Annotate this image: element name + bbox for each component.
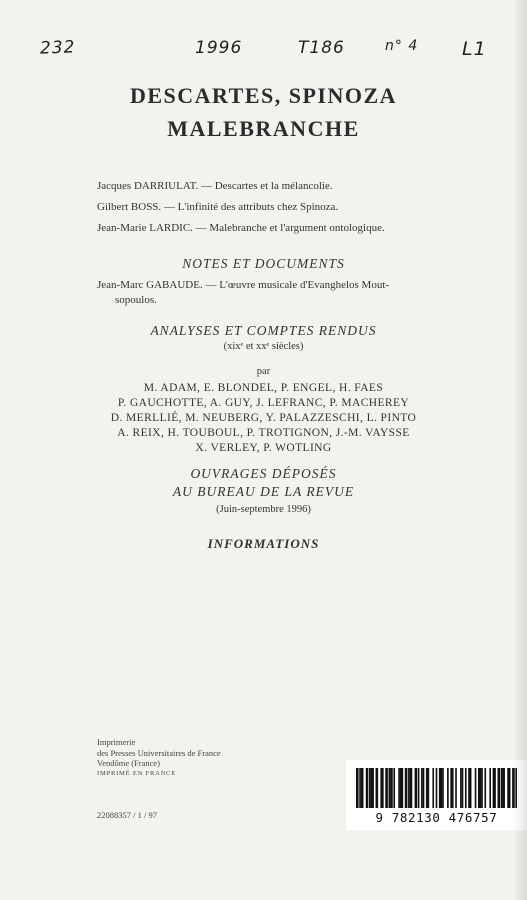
barcode-bar — [376, 768, 379, 808]
barcode-bar — [366, 768, 369, 808]
barcode-bar — [372, 768, 374, 808]
barcode-bar — [361, 768, 364, 808]
imprint-line: Vendôme (France) — [97, 758, 161, 768]
barcode-bar — [410, 768, 413, 808]
handwritten-note: 1996 — [195, 38, 243, 58]
barcode-bar — [447, 768, 449, 808]
barcode-bar — [398, 768, 400, 808]
barcode-bar — [423, 768, 425, 808]
barcode-bar — [390, 768, 393, 808]
barcode-bar — [369, 768, 371, 808]
analyses-subheading: (xixᵉ et xxᵉ siècles) — [223, 341, 304, 352]
ouvrages-dates: (Juin-septembre 1996) — [216, 504, 311, 515]
barcode-bar — [418, 768, 420, 808]
analyses-by: par — [256, 366, 271, 377]
handwritten-note: 232 — [39, 37, 76, 59]
barcode-bar — [441, 768, 443, 808]
page-title-line2: MALEBRANCHE — [167, 116, 360, 141]
reviewer-names-line: P. GAUCHOTTE, A. GUY, J. LEFRANC, P. MACHEREY — [117, 397, 410, 409]
barcode-bar — [421, 768, 423, 808]
barcode-bar — [385, 768, 388, 808]
barcode-bar — [432, 768, 434, 808]
barcode-bar — [382, 768, 384, 808]
imprint-line: Imprimerie — [97, 737, 136, 747]
barcode-icon — [356, 768, 517, 808]
reviewer-names-line: D. MERLLIÉ, M. NEUBERG, Y. PALAZZESCHI, L. PINTO — [110, 412, 417, 424]
analyses-heading: ANALYSES ET COMPTES RENDUS — [150, 323, 377, 338]
ouvrages-heading-line1: OUVRAGES DÉPOSÉS — [190, 466, 337, 481]
barcode-bar — [442, 768, 444, 808]
handwritten-note: L1 — [462, 38, 487, 60]
barcode-bar — [436, 768, 438, 808]
barcode-bar — [455, 768, 457, 808]
notes-entry — [97, 278, 487, 308]
barcode-bar — [460, 768, 462, 808]
barcode-bar — [484, 768, 486, 808]
informations-heading: INFORMATIONS — [207, 536, 320, 551]
barcode-bar — [494, 768, 496, 808]
imprint-line: IMPRIMÉ EN FRANCE — [97, 769, 176, 777]
barcode-bar — [470, 768, 472, 808]
barcode-bar — [408, 768, 410, 808]
barcode-bar — [356, 768, 359, 808]
imprint-line: des Presses Universitaires de France — [97, 747, 221, 758]
barcode-bar — [481, 768, 483, 808]
barcode-bar — [497, 768, 500, 808]
barcode-bar — [389, 768, 391, 808]
imprint-block — [97, 737, 221, 779]
barcode-number: 9 782130 476757 — [375, 810, 498, 825]
barcode-bar — [450, 768, 452, 808]
notes-entry-line1: Jean-Marc GABAUDE. — L'œuvre musicale d'Evanghelos Mout- — [97, 279, 390, 291]
barcode-bar — [405, 768, 408, 808]
barcode-bar — [465, 768, 467, 808]
handwritten-note: T186 — [298, 38, 345, 58]
page-edge-shadow — [513, 0, 527, 900]
reviewer-names-line: X. VERLEY, P. WOTLING — [195, 442, 332, 454]
barcode-label — [346, 760, 527, 830]
notes-entry-line2: sopoulos. — [115, 294, 157, 306]
notes-documents-heading: NOTES ET DOCUMENTS — [182, 256, 345, 271]
barcode-bar — [359, 768, 361, 808]
barcode-bar — [426, 768, 428, 808]
barcode-bar — [415, 768, 418, 808]
article-entry: Jacques DARRIULAT. — Descartes et la mélancolie. — [97, 180, 333, 192]
barcode-bar — [489, 768, 491, 808]
reviewer-names-line: M. ADAM, E. BLONDEL, P. ENGEL, H. FAES — [143, 382, 384, 394]
barcode-bar — [428, 768, 430, 808]
barcode-bar — [462, 768, 464, 808]
page-title-line1: DESCARTES, SPINOZA — [129, 83, 398, 108]
article-entry: Jean-Marie LARDIC. — Malebranche et l'argument ontologique. — [97, 222, 385, 234]
ouvrages-heading-line2: AU BUREAU DE LA REVUE — [172, 484, 355, 499]
barcode-bar — [402, 768, 404, 808]
barcode-bar — [475, 768, 477, 808]
barcode-bar — [501, 768, 503, 808]
handwritten-note: n° 4 — [385, 38, 419, 54]
barcode-bar — [509, 768, 511, 808]
reviewer-names-line: A. REIX, H. TOUBOUL, P. TROTIGNON, J.-M. VAYSSE — [117, 427, 410, 439]
reference-number: 22088357 / 1 / 97 — [97, 810, 157, 820]
barcode-bar — [480, 768, 482, 808]
barcode-bar — [502, 768, 505, 808]
article-entry: Gilbert BOSS. — L'infinité des attributs chez Spinoza. — [97, 201, 339, 213]
barcode-bar — [393, 768, 395, 808]
barcode-bar — [452, 768, 454, 808]
